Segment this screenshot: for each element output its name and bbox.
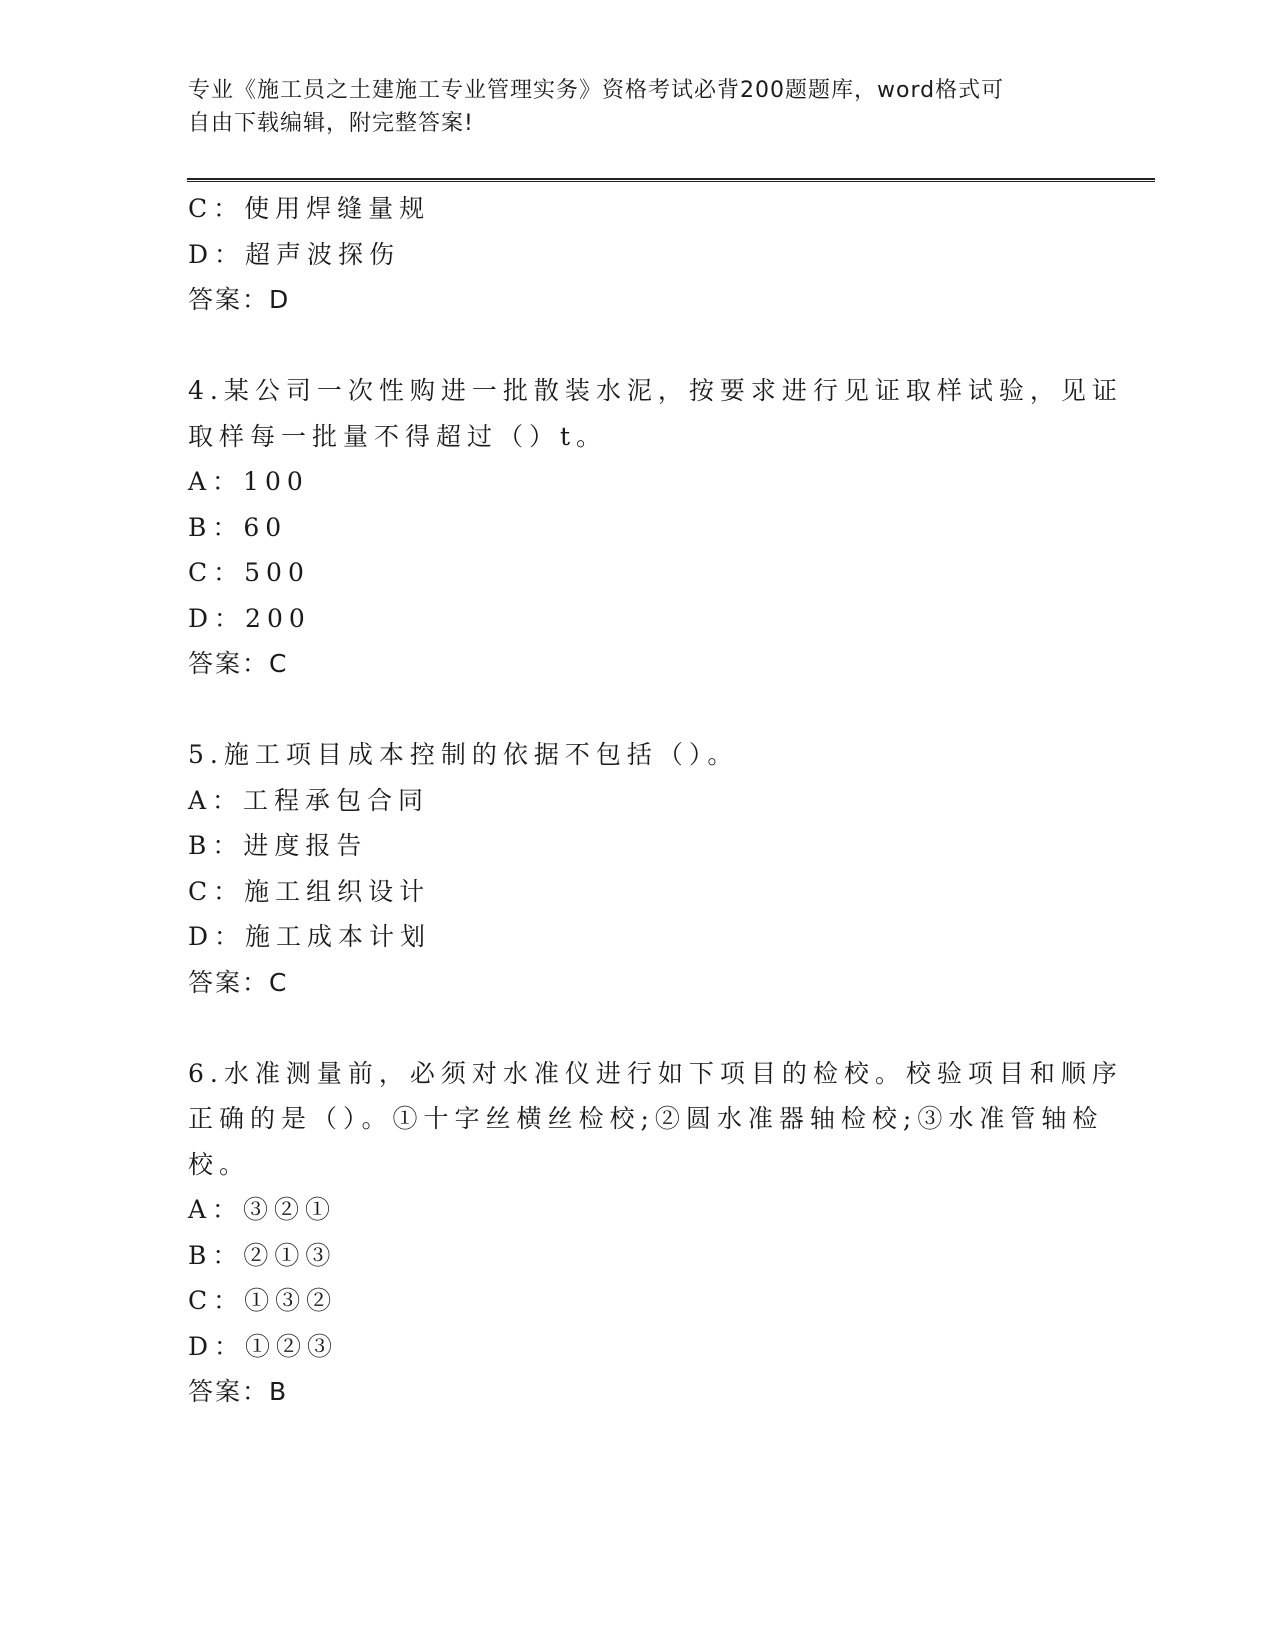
header-line-2: 自由下载编辑，附完整答案!: [188, 111, 474, 136]
answer: 答案：C: [188, 967, 289, 997]
option-c: C：使用焊缝量规: [188, 194, 431, 223]
document-header: [188, 74, 1068, 140]
question-list: [188, 186, 1123, 1415]
option-a: A：③②①: [188, 1195, 337, 1224]
question-stem-line: 5.施工项目成本控制的依据不包括（）。: [188, 740, 739, 769]
answer: 答案：B: [188, 1377, 289, 1406]
option-d: D：①②③: [188, 1331, 339, 1361]
header-divider: [187, 178, 1155, 182]
option-c: C：①③②: [188, 1286, 338, 1315]
option-b: B：60: [188, 512, 288, 542]
question-stem-line: 校。: [188, 1149, 251, 1179]
option-c: C：500: [188, 558, 310, 587]
question-4: [188, 368, 1123, 687]
option-d: D：200: [188, 603, 311, 633]
option-a: A：工程承包合同: [188, 785, 430, 815]
option-c: C：施工组织设计: [188, 876, 431, 906]
question-stem-line: 6.水准测量前，必须对水准仪进行如下项目的检校。校验项目和顺序: [188, 1058, 1123, 1088]
option-d: D：超声波探伤: [188, 239, 401, 269]
question-stem-line: 4.某公司一次性购进一批散装水泥，按要求进行见证取样试验，见证: [188, 376, 1123, 405]
option-b: B：进度报告: [188, 831, 368, 860]
carryover-question: [188, 186, 1088, 323]
question-stem-line: 正确的是（）。①十字丝横丝检校;②圆水准器轴检校;③水准管轴检: [188, 1104, 1104, 1133]
option-d: D：施工成本计划: [188, 922, 432, 951]
answer: 答案：C: [188, 649, 289, 678]
question-6: [188, 1051, 1123, 1415]
question-5: [188, 732, 1088, 1005]
answer: 答案：D: [188, 285, 291, 314]
option-a: A：100: [188, 467, 309, 496]
header-line-1: 专业《施工员之土建施工专业管理实务》资格考试必背200题题库，word格式可: [188, 78, 1005, 103]
question-stem-line: 取样每一批量不得超过（）t。: [188, 421, 608, 451]
option-b: B：②①③: [188, 1240, 337, 1270]
